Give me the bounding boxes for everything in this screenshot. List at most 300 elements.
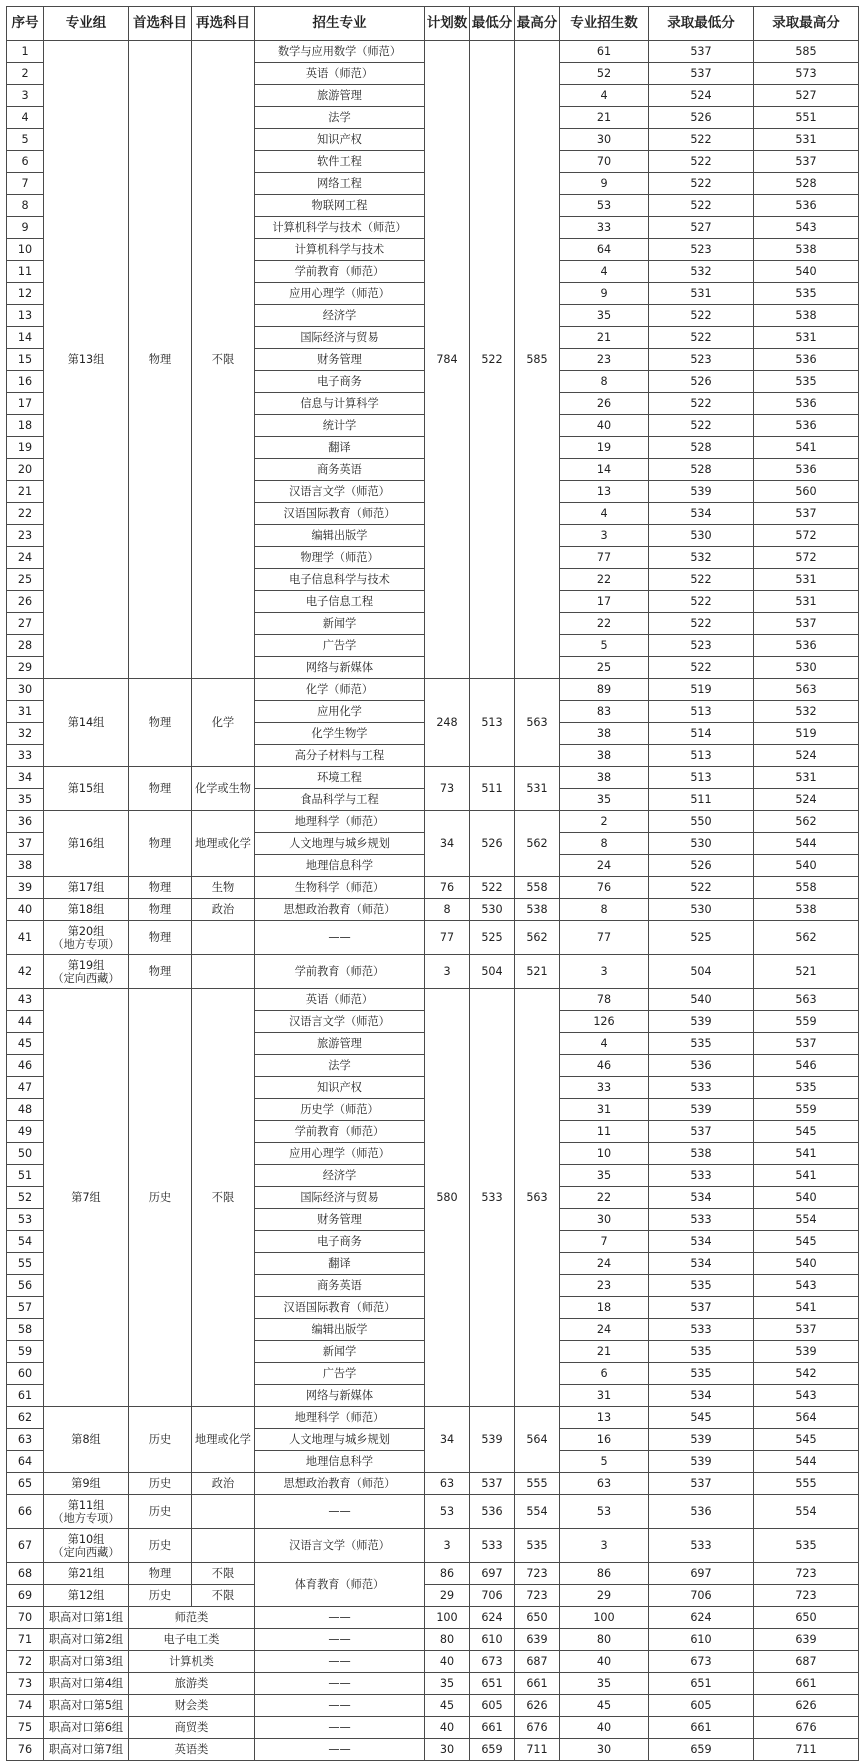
table-row	[7, 1473, 859, 1495]
group-name-cell	[44, 989, 129, 1407]
admit-max-score-cell: 531	[754, 767, 859, 789]
major-quota-cell: 77	[560, 921, 649, 955]
major-cell: 知识产权	[255, 129, 425, 151]
admit-max-score-cell: 540	[754, 1253, 859, 1275]
admit-min-score-cell: 534	[649, 1231, 754, 1253]
admit-min-score-cell: 534	[649, 1385, 754, 1407]
subject-category-cell: 旅游类	[129, 1673, 255, 1695]
admit-min-score-cell: 539	[649, 1451, 754, 1473]
major-quota-cell: 3	[560, 1529, 649, 1563]
row-number-cell: 4	[7, 107, 44, 129]
plan-count-cell: 80	[425, 1629, 470, 1651]
group-max-score-cell: 562	[515, 811, 560, 877]
admit-max-score-cell: 546	[754, 1055, 859, 1077]
admit-min-score-cell: 513	[649, 767, 754, 789]
major-quota-cell: 4	[560, 503, 649, 525]
admit-min-score-cell: 522	[649, 195, 754, 217]
row-number-cell: 61	[7, 1385, 44, 1407]
admit-min-score-cell: 539	[649, 481, 754, 503]
row-number-cell: 31	[7, 701, 44, 723]
admit-min-score-cell: 536	[649, 1495, 754, 1529]
table-row	[7, 1529, 859, 1563]
admit-max-score-cell: 559	[754, 1011, 859, 1033]
major-cell: 人文地理与城乡规划	[255, 833, 425, 855]
group-min-score-cell: 525	[470, 921, 515, 955]
second-subject-cell	[192, 1529, 255, 1563]
group-min-score-cell: 624	[470, 1607, 515, 1629]
group-min-score-cell: 522	[470, 41, 515, 679]
major-quota-cell: 76	[560, 877, 649, 899]
admit-max-score-cell: 530	[754, 657, 859, 679]
major-cell: 旅游管理	[255, 1033, 425, 1055]
group-min-score-cell: 533	[470, 989, 515, 1407]
major-cell: 网络工程	[255, 173, 425, 195]
plan-count-cell: 53	[425, 1495, 470, 1529]
group-max-score-cell: 711	[515, 1739, 560, 1761]
group-name: 第19组	[67, 958, 105, 972]
major-quota-cell: 25	[560, 657, 649, 679]
major-quota-cell: 53	[560, 195, 649, 217]
first-subject-cell: 物理	[129, 679, 192, 767]
row-number-cell: 48	[7, 1099, 44, 1121]
header-cell: 再选科目	[192, 7, 255, 41]
second-subject-cell: 不限	[192, 41, 255, 679]
table-row	[7, 1495, 859, 1529]
major-quota-cell: 33	[560, 217, 649, 239]
row-number-cell: 59	[7, 1341, 44, 1363]
admit-min-score-cell: 533	[649, 1209, 754, 1231]
group-name-cell	[44, 767, 129, 811]
admit-min-score-cell: 522	[649, 129, 754, 151]
table-row	[7, 1651, 859, 1673]
admit-min-score-cell: 533	[649, 1319, 754, 1341]
table-row	[7, 1629, 859, 1651]
row-number-cell: 9	[7, 217, 44, 239]
major-cell: ——	[255, 1739, 425, 1761]
admit-max-score-cell: 626	[754, 1695, 859, 1717]
admit-min-score-cell: 526	[649, 855, 754, 877]
row-number-cell: 51	[7, 1165, 44, 1187]
major-quota-cell: 18	[560, 1297, 649, 1319]
group-name: 第11组	[67, 1498, 105, 1512]
major-cell: 经济学	[255, 1165, 425, 1187]
major-cell: 电子信息工程	[255, 591, 425, 613]
row-number-cell: 28	[7, 635, 44, 657]
admit-min-score-cell: 522	[649, 657, 754, 679]
plan-count-cell: 35	[425, 1673, 470, 1695]
admit-min-score-cell: 522	[649, 393, 754, 415]
row-number-cell: 5	[7, 129, 44, 151]
row-number-cell: 53	[7, 1209, 44, 1231]
row-number-cell: 41	[7, 921, 44, 955]
subject-category-cell: 英语类	[129, 1739, 255, 1761]
admit-max-score-cell: 661	[754, 1673, 859, 1695]
major-cell: 网络与新媒体	[255, 657, 425, 679]
major-quota-cell: 14	[560, 459, 649, 481]
admit-min-score-cell: 528	[649, 459, 754, 481]
row-number-cell: 23	[7, 525, 44, 547]
group-name: 第7组	[71, 1191, 101, 1204]
admit-max-score-cell: 543	[754, 217, 859, 239]
table-row	[7, 1563, 859, 1585]
major-cell: 汉语国际教育（师范）	[255, 1297, 425, 1319]
admit-min-score-cell: 533	[649, 1529, 754, 1563]
table-row	[7, 1585, 859, 1607]
row-number-cell: 11	[7, 261, 44, 283]
major-cell: 财务管理	[255, 349, 425, 371]
row-number-cell: 45	[7, 1033, 44, 1055]
major-quota-cell: 64	[560, 239, 649, 261]
first-subject-cell: 物理	[129, 921, 192, 955]
table-row	[7, 811, 859, 833]
admit-max-score-cell: 521	[754, 955, 859, 989]
admit-min-score-cell: 522	[649, 569, 754, 591]
plan-count-cell: 100	[425, 1607, 470, 1629]
major-quota-cell: 40	[560, 1651, 649, 1673]
admit-max-score-cell: 723	[754, 1585, 859, 1607]
major-quota-cell: 21	[560, 327, 649, 349]
group-min-score-cell: 651	[470, 1673, 515, 1695]
group-name: 第10组	[67, 1532, 105, 1546]
admit-max-score-cell: 555	[754, 1473, 859, 1495]
row-number-cell: 3	[7, 85, 44, 107]
row-number-cell: 56	[7, 1275, 44, 1297]
major-cell: 应用心理学（师范）	[255, 283, 425, 305]
group-max-score-cell: 585	[515, 41, 560, 679]
second-subject-cell	[192, 1495, 255, 1529]
row-number-cell: 34	[7, 767, 44, 789]
major-quota-cell: 17	[560, 591, 649, 613]
major-cell: ——	[255, 1651, 425, 1673]
header-cell: 序号	[7, 7, 44, 41]
admit-min-score-cell: 539	[649, 1011, 754, 1033]
group-max-score-cell: 554	[515, 1495, 560, 1529]
major-quota-cell: 35	[560, 1165, 649, 1187]
group-max-score-cell: 687	[515, 1651, 560, 1673]
major-quota-cell: 38	[560, 723, 649, 745]
major-cell: 商务英语	[255, 459, 425, 481]
row-number-cell: 12	[7, 283, 44, 305]
admit-min-score-cell: 537	[649, 1473, 754, 1495]
admit-max-score-cell: 562	[754, 811, 859, 833]
group-min-score-cell: 504	[470, 955, 515, 989]
major-cell: 广告学	[255, 1363, 425, 1385]
row-number-cell: 10	[7, 239, 44, 261]
group-min-score-cell: 539	[470, 1407, 515, 1473]
first-subject-cell: 历史	[129, 1529, 192, 1563]
admit-max-score-cell: 559	[754, 1099, 859, 1121]
major-quota-cell: 38	[560, 767, 649, 789]
admit-min-score-cell: 535	[649, 1363, 754, 1385]
admit-min-score-cell: 697	[649, 1563, 754, 1585]
admit-min-score-cell: 523	[649, 635, 754, 657]
admit-max-score-cell: 528	[754, 173, 859, 195]
row-number-cell: 69	[7, 1585, 44, 1607]
table-row	[7, 989, 859, 1011]
admit-min-score-cell: 651	[649, 1673, 754, 1695]
major-cell: 新闻学	[255, 613, 425, 635]
major-quota-cell: 30	[560, 1739, 649, 1761]
group-max-score-cell: 521	[515, 955, 560, 989]
major-cell: 应用化学	[255, 701, 425, 723]
admit-min-score-cell: 522	[649, 877, 754, 899]
admit-max-score-cell: 543	[754, 1275, 859, 1297]
table-row	[7, 1717, 859, 1739]
admit-max-score-cell: 538	[754, 305, 859, 327]
row-number-cell: 8	[7, 195, 44, 217]
major-quota-cell: 4	[560, 261, 649, 283]
admit-max-score-cell: 537	[754, 1319, 859, 1341]
table-row	[7, 955, 859, 989]
group-subname: （地方专项）	[52, 937, 120, 951]
group-max-score-cell: 535	[515, 1529, 560, 1563]
major-cell: 地理信息科学	[255, 1451, 425, 1473]
major-quota-cell: 8	[560, 899, 649, 921]
row-number-cell: 60	[7, 1363, 44, 1385]
group-name: 第13组	[67, 353, 105, 366]
group-name: 第14组	[67, 716, 105, 729]
row-number-cell: 72	[7, 1651, 44, 1673]
admit-max-score-cell: 544	[754, 1451, 859, 1473]
first-subject-cell: 历史	[129, 989, 192, 1407]
table-row	[7, 877, 859, 899]
subject-category-cell: 商贸类	[129, 1717, 255, 1739]
major-quota-cell: 45	[560, 1695, 649, 1717]
major-quota-cell: 35	[560, 1673, 649, 1695]
major-cell: 国际经济与贸易	[255, 1187, 425, 1209]
header-cell: 录取最高分	[754, 7, 859, 41]
major-quota-cell: 23	[560, 349, 649, 371]
row-number-cell: 68	[7, 1563, 44, 1585]
major-quota-cell: 80	[560, 1629, 649, 1651]
row-number-cell: 21	[7, 481, 44, 503]
admit-max-score-cell: 532	[754, 701, 859, 723]
admit-min-score-cell: 535	[649, 1341, 754, 1363]
admit-min-score-cell: 522	[649, 327, 754, 349]
group-max-score-cell: 562	[515, 921, 560, 955]
major-quota-cell: 23	[560, 1275, 649, 1297]
major-quota-cell: 13	[560, 481, 649, 503]
group-name-cell: 职高对口第7组	[44, 1739, 129, 1761]
subject-category-cell: 电子电工类	[129, 1629, 255, 1651]
group-name-cell	[44, 1407, 129, 1473]
group-name-cell: 职高对口第3组	[44, 1651, 129, 1673]
major-cell: 新闻学	[255, 1341, 425, 1363]
group-min-score-cell: 511	[470, 767, 515, 811]
admit-max-score-cell: 535	[754, 1077, 859, 1099]
admit-max-score-cell: 527	[754, 85, 859, 107]
major-cell: 信息与计算科学	[255, 393, 425, 415]
header-cell: 计划数	[425, 7, 470, 41]
admit-min-score-cell: 519	[649, 679, 754, 701]
group-max-score-cell: 558	[515, 877, 560, 899]
row-number-cell: 73	[7, 1673, 44, 1695]
group-name-cell	[44, 1529, 129, 1563]
row-number-cell: 14	[7, 327, 44, 349]
row-number-cell: 58	[7, 1319, 44, 1341]
second-subject-cell	[192, 955, 255, 989]
admit-max-score-cell: 524	[754, 789, 859, 811]
admit-min-score-cell: 513	[649, 701, 754, 723]
plan-count-cell: 784	[425, 41, 470, 679]
second-subject-cell: 化学	[192, 679, 255, 767]
admit-min-score-cell: 522	[649, 613, 754, 635]
header-cell: 最低分	[470, 7, 515, 41]
row-number-cell: 37	[7, 833, 44, 855]
group-name-cell: 第21组	[44, 1563, 129, 1585]
major-cell: 电子商务	[255, 1231, 425, 1253]
admit-min-score-cell: 659	[649, 1739, 754, 1761]
admit-min-score-cell: 533	[649, 1077, 754, 1099]
admit-max-score-cell: 545	[754, 1121, 859, 1143]
admit-max-score-cell: 538	[754, 899, 859, 921]
group-max-score-cell: 563	[515, 679, 560, 767]
first-subject-cell: 物理	[129, 767, 192, 811]
admit-max-score-cell: 535	[754, 283, 859, 305]
group-min-score-cell: 537	[470, 1473, 515, 1495]
group-max-score-cell: 723	[515, 1585, 560, 1607]
admit-min-score-cell: 523	[649, 239, 754, 261]
admit-min-score-cell: 539	[649, 1429, 754, 1451]
subject-category-cell: 师范类	[129, 1607, 255, 1629]
major-quota-cell: 61	[560, 41, 649, 63]
group-min-score-cell: 522	[470, 877, 515, 899]
admit-min-score-cell: 513	[649, 745, 754, 767]
admit-min-score-cell: 523	[649, 349, 754, 371]
major-cell: 法学	[255, 107, 425, 129]
major-quota-cell: 19	[560, 437, 649, 459]
admit-max-score-cell: 554	[754, 1209, 859, 1231]
row-number-cell: 55	[7, 1253, 44, 1275]
major-cell: 化学生物学	[255, 723, 425, 745]
header-cell: 录取最低分	[649, 7, 754, 41]
major-quota-cell: 38	[560, 745, 649, 767]
major-quota-cell: 63	[560, 1473, 649, 1495]
row-number-cell: 50	[7, 1143, 44, 1165]
group-subname: （地方专项）	[52, 1511, 120, 1525]
second-subject-cell: 不限	[192, 1585, 255, 1607]
first-subject-cell: 历史	[129, 1585, 192, 1607]
group-max-score-cell: 723	[515, 1563, 560, 1585]
admit-max-score-cell: 542	[754, 1363, 859, 1385]
admit-max-score-cell: 541	[754, 437, 859, 459]
admit-max-score-cell: 563	[754, 679, 859, 701]
row-number-cell: 15	[7, 349, 44, 371]
group-name-cell: 职高对口第1组	[44, 1607, 129, 1629]
plan-count-cell: 29	[425, 1585, 470, 1607]
row-number-cell: 19	[7, 437, 44, 459]
major-quota-cell: 29	[560, 1585, 649, 1607]
major-cell: ——	[255, 1607, 425, 1629]
admit-min-score-cell: 522	[649, 591, 754, 613]
major-cell: 法学	[255, 1055, 425, 1077]
major-cell: 物理学（师范）	[255, 547, 425, 569]
major-quota-cell: 6	[560, 1363, 649, 1385]
major-quota-cell: 126	[560, 1011, 649, 1033]
admit-min-score-cell: 610	[649, 1629, 754, 1651]
major-cell: 计算机科学与技术（师范）	[255, 217, 425, 239]
admit-max-score-cell: 535	[754, 371, 859, 393]
major-cell: 历史学（师范）	[255, 1099, 425, 1121]
group-name-cell	[44, 877, 129, 899]
table-row	[7, 1607, 859, 1629]
group-name-cell: 第12组	[44, 1585, 129, 1607]
admit-max-score-cell: 723	[754, 1563, 859, 1585]
major-quota-cell: 7	[560, 1231, 649, 1253]
row-number-cell: 16	[7, 371, 44, 393]
row-number-cell: 32	[7, 723, 44, 745]
group-subname: （定向西藏）	[52, 971, 120, 985]
table-row	[7, 1407, 859, 1429]
admit-max-score-cell: 539	[754, 1341, 859, 1363]
major-quota-cell: 24	[560, 855, 649, 877]
major-cell: 汉语言文学（师范）	[255, 481, 425, 503]
row-number-cell: 39	[7, 877, 44, 899]
admit-max-score-cell: 650	[754, 1607, 859, 1629]
admit-min-score-cell: 706	[649, 1585, 754, 1607]
group-name: 第9组	[71, 1477, 101, 1490]
group-name-cell	[44, 811, 129, 877]
admit-max-score-cell: 639	[754, 1629, 859, 1651]
group-max-score-cell: 676	[515, 1717, 560, 1739]
major-quota-cell: 9	[560, 283, 649, 305]
row-number-cell: 17	[7, 393, 44, 415]
major-quota-cell: 22	[560, 569, 649, 591]
row-number-cell: 18	[7, 415, 44, 437]
table-row	[7, 1739, 859, 1761]
admit-max-score-cell: 558	[754, 877, 859, 899]
major-cell: 汉语言文学（师范）	[255, 1011, 425, 1033]
first-subject-cell: 历史	[129, 1407, 192, 1473]
admit-min-score-cell: 528	[649, 437, 754, 459]
major-quota-cell: 13	[560, 1407, 649, 1429]
header-cell: 专业组	[44, 7, 129, 41]
row-number-cell: 29	[7, 657, 44, 679]
row-number-cell: 57	[7, 1297, 44, 1319]
group-name: 第15组	[67, 782, 105, 795]
major-cell: ——	[255, 921, 425, 955]
major-cell: 地理信息科学	[255, 855, 425, 877]
major-cell: 经济学	[255, 305, 425, 327]
group-name: 第16组	[67, 837, 105, 850]
major-quota-cell: 2	[560, 811, 649, 833]
major-cell: 食品科学与工程	[255, 789, 425, 811]
group-max-score-cell: 661	[515, 1673, 560, 1695]
admit-max-score-cell: 537	[754, 613, 859, 635]
admit-max-score-cell: 531	[754, 129, 859, 151]
major-quota-cell: 9	[560, 173, 649, 195]
row-number-cell: 47	[7, 1077, 44, 1099]
row-number-cell: 75	[7, 1717, 44, 1739]
admit-max-score-cell: 572	[754, 525, 859, 547]
admit-min-score-cell: 532	[649, 261, 754, 283]
admit-max-score-cell: 536	[754, 393, 859, 415]
major-quota-cell: 24	[560, 1253, 649, 1275]
admit-min-score-cell: 540	[649, 989, 754, 1011]
row-number-cell: 1	[7, 41, 44, 63]
plan-count-cell: 580	[425, 989, 470, 1407]
plan-count-cell: 34	[425, 811, 470, 877]
major-quota-cell: 10	[560, 1143, 649, 1165]
admit-min-score-cell: 525	[649, 921, 754, 955]
major-cell: 学前教育（师范）	[255, 955, 425, 989]
major-quota-cell: 30	[560, 1209, 649, 1231]
group-max-score-cell: 564	[515, 1407, 560, 1473]
first-subject-cell: 物理	[129, 955, 192, 989]
group-max-score-cell: 639	[515, 1629, 560, 1651]
major-quota-cell: 52	[560, 63, 649, 85]
major-cell: 计算机科学与技术	[255, 239, 425, 261]
